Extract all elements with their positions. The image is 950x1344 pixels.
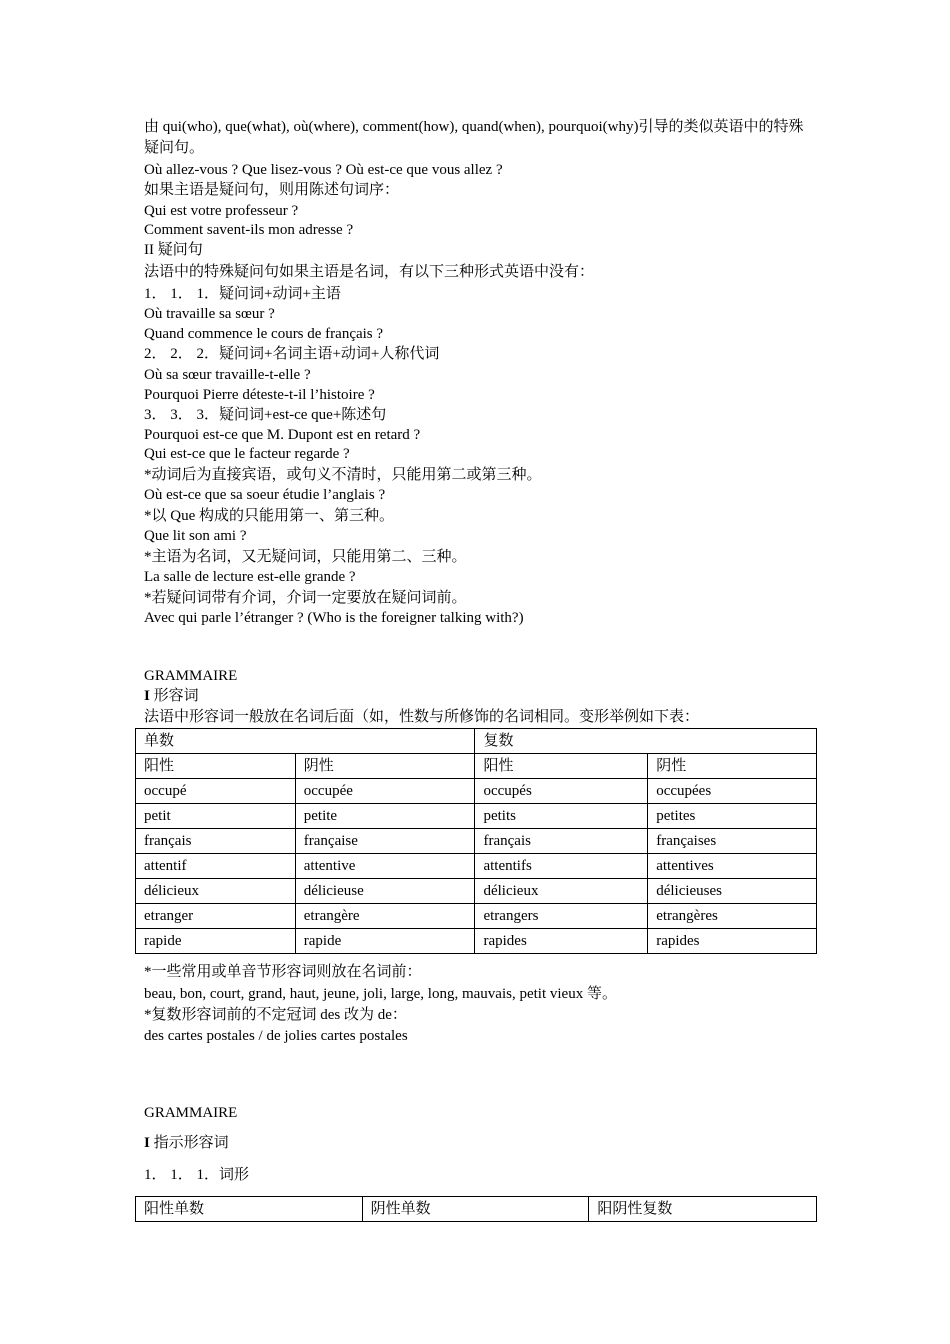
note-4-example: Avec qui parle l’étranger ? (Who is the foreigner talking with?) [144, 610, 524, 626]
table-cell: attentifs [475, 854, 648, 879]
intro-example-1: Où allez-vous ? Que lisez-vous ? Où est-ce que vous allez ? [144, 162, 503, 178]
table-row [136, 879, 817, 904]
note-1: *动词后为直接宾语，或句义不清时，只能用第二或第三种。 [144, 467, 542, 483]
table-cell: occupée [295, 779, 475, 804]
form-3-example-2: Qui est-ce que le facteur regarde ? [144, 446, 350, 462]
form-1-example-2: Quand commence le cours de français ? [144, 326, 384, 342]
form-2-heading: 2． 2． 2．疑问词+名词主语+动词+人称代词 [144, 346, 440, 362]
table-row [136, 854, 817, 879]
table-cell: occupés [475, 779, 648, 804]
note-2-example: Que lit son ami ? [144, 528, 247, 544]
intro-example-2: Qui est votre professeur ? [144, 203, 299, 219]
grammar-heading-1 [144, 687, 199, 706]
section-heading: II 疑问句 [144, 242, 203, 258]
heading-number: I [144, 688, 150, 704]
form-1-example-1: Où travaille sa sœur ? [144, 306, 275, 322]
grammar-sub-heading: 1． 1． 1．词形 [144, 1167, 250, 1183]
intro-rule: 如果主语是疑问句，则用陈述句词序： [144, 182, 400, 198]
heading-number: I [144, 1135, 150, 1151]
table-cell: etranger [136, 904, 296, 929]
table-cell: français [475, 829, 648, 854]
header-masc-singular: 阳性单数 [136, 1197, 363, 1222]
note-3-example: La salle de lecture est-elle grande ? [144, 569, 356, 585]
header-singular: 单数 [136, 729, 475, 754]
table-cell: petit [136, 804, 296, 829]
table-cell: attentif [136, 854, 296, 879]
heading-text: 指示形容词 [149, 1135, 229, 1151]
intro-paragraph: 由 qui(who), que(what), où(where), comment(how), quand(when), pourquoi(why)引导的类似英语中的特殊疑问句。 [144, 119, 804, 156]
table-cell: etrangers [475, 904, 648, 929]
table-cell: petits [475, 804, 648, 829]
form-3-example-1: Pourquoi est-ce que M. Dupont est en retard ? [144, 427, 421, 443]
table-row [136, 929, 817, 954]
table-cell: rapide [295, 929, 475, 954]
demonstrative-table [135, 1196, 817, 1222]
table-row [136, 804, 817, 829]
table-cell: françaises [648, 829, 817, 854]
grammar-title-1: GRAMMAIRE [144, 668, 238, 684]
grammar-intro: 法语中形容词一般放在名词后面（如，性数与所修饰的名词相同。变形举例如下表： [144, 709, 700, 725]
note-1-example: Où est-ce que sa soeur étudie l’anglais ? [144, 487, 386, 503]
form-3-heading: 3． 3． 3．疑问词+est-ce que+陈述句 [144, 407, 387, 423]
header-masc-plural: 阳性 [475, 754, 648, 779]
table-cell: petites [648, 804, 817, 829]
section-intro: 法语中的特殊疑问句如果主语是名词，有以下三种形式英语中没有： [144, 264, 595, 280]
table-header-row [136, 729, 817, 754]
note-4: *若疑问词带有介词，介词一定要放在疑问词前。 [144, 590, 467, 606]
form-2-example-2: Pourquoi Pierre déteste-t-il l’histoire ? [144, 387, 375, 403]
grammar-note-2-example: des cartes postales / de jolies cartes postales [144, 1028, 408, 1044]
note-3: *主语为名词，又无疑问词，只能用第二、三种。 [144, 549, 467, 565]
header-plural: 阳阴性复数 [589, 1197, 817, 1222]
header-fem-singular: 阴性 [295, 754, 475, 779]
table-cell: etrangère [295, 904, 475, 929]
table-subheader-row [136, 754, 817, 779]
table-cell: délicieux [136, 879, 296, 904]
adjective-table [135, 728, 817, 954]
table-row [136, 904, 817, 929]
note-2: *以 Que 构成的只能用第一、第三种。 [144, 508, 394, 524]
table-cell: occupé [136, 779, 296, 804]
table-cell: occupées [648, 779, 817, 804]
table-row [136, 779, 817, 804]
form-2-example-1: Où sa sœur travaille-t-elle ? [144, 367, 311, 383]
grammar-title-2: GRAMMAIRE [144, 1105, 238, 1121]
header-fem-plural: 阴性 [648, 754, 817, 779]
table-cell: français [136, 829, 296, 854]
table-cell: française [295, 829, 475, 854]
table-cell: etrangères [648, 904, 817, 929]
header-plural: 复数 [475, 729, 817, 754]
table-cell: délicieuses [648, 879, 817, 904]
table-cell: attentive [295, 854, 475, 879]
grammar-note-2: *复数形容词前的不定冠词 des 改为 de： [144, 1007, 407, 1023]
grammar-heading-2 [144, 1134, 229, 1153]
intro-example-3: Comment savent-ils mon adresse ? [144, 222, 354, 238]
form-1-heading: 1． 1． 1．疑问词+动词+主语 [144, 286, 341, 302]
table-cell: rapide [136, 929, 296, 954]
table-cell: rapides [475, 929, 648, 954]
table-cell: délicieux [475, 879, 648, 904]
grammar-note-1-example: beau, bon, court, grand, haut, jeune, joli, large, long, mauvais, petit vieux 等。 [144, 986, 617, 1002]
table-cell: petite [295, 804, 475, 829]
table-cell: délicieuse [295, 879, 475, 904]
grammar-note-1: *一些常用或单音节形容词则放在名词前： [144, 964, 422, 980]
heading-text: 形容词 [149, 688, 199, 704]
table-header-row [136, 1197, 817, 1222]
header-masc-singular: 阳性 [136, 754, 296, 779]
table-cell: attentives [648, 854, 817, 879]
table-cell: rapides [648, 929, 817, 954]
header-fem-singular: 阴性单数 [362, 1197, 589, 1222]
table-row [136, 829, 817, 854]
